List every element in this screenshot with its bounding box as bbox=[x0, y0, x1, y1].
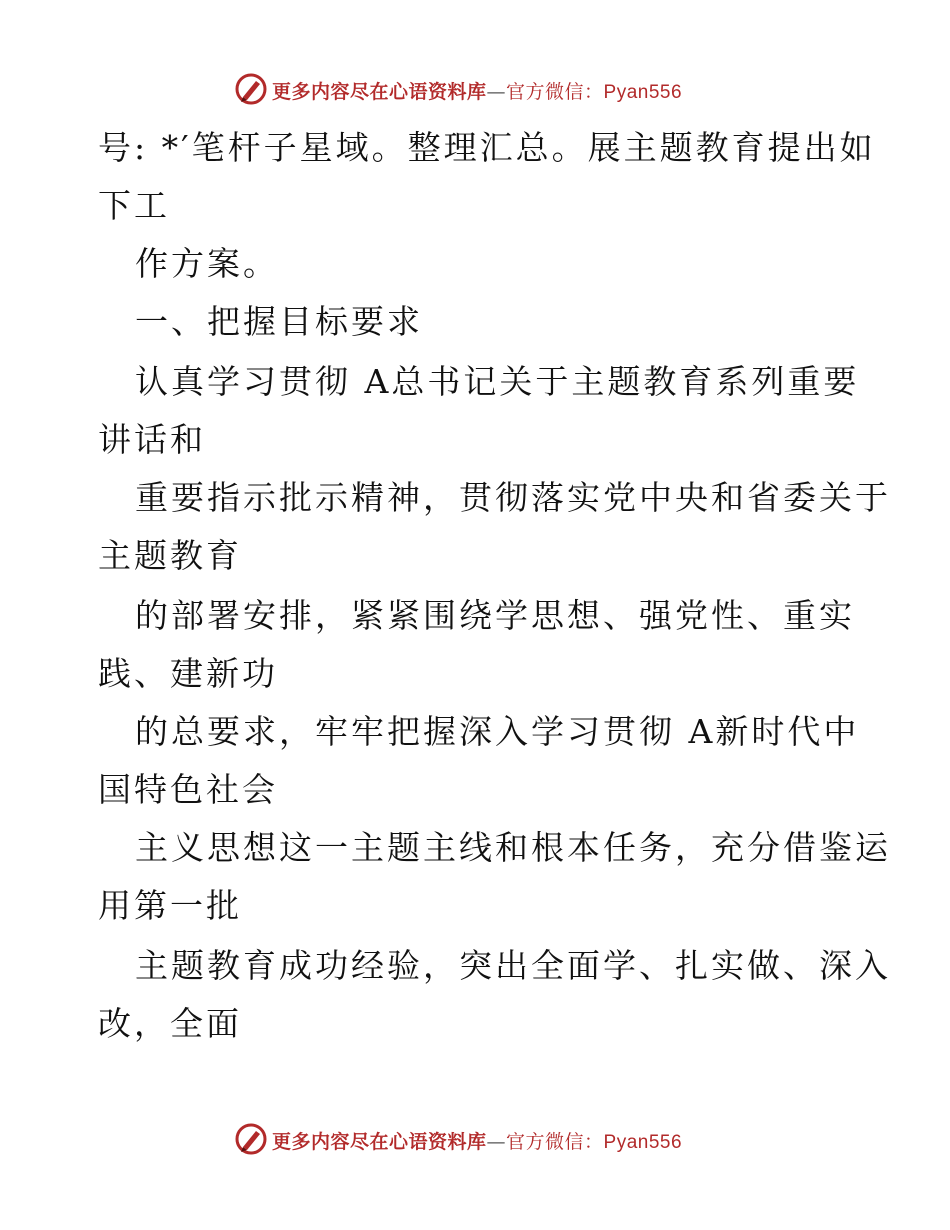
text-line: 主义思想这一主题主线和根本任务，充分借鉴运 bbox=[135, 828, 891, 867]
text-line: 主题教育成功经验，突出全面学、扎实做、深入 bbox=[135, 946, 891, 985]
text-line: 的部署安排，紧紧围绕学思想、强党性、重实 bbox=[135, 596, 855, 635]
text-line: 讲话和 bbox=[98, 420, 206, 459]
watermark-wechat-label: 官方微信： bbox=[506, 81, 604, 103]
watermark-library-text: 更多内容尽在心语资料库 bbox=[272, 81, 487, 103]
text-line: 重要指示批示精神，贯彻落实党中央和省委关于 bbox=[135, 478, 891, 517]
footer-watermark-banner bbox=[0, 1120, 950, 1160]
section-heading: 一、把握目标要求 bbox=[135, 302, 423, 341]
watermark-text bbox=[272, 1127, 682, 1154]
text-line: 号: *′笔杆子星域。整理汇总。展主题教育提出如 bbox=[98, 128, 876, 167]
watermark-wechat-label: 官方微信： bbox=[506, 1131, 604, 1153]
text-line: 主题教育 bbox=[98, 536, 242, 575]
text-line: 的总要求，牢牢把握深入学习贯彻 A新时代中 bbox=[135, 712, 860, 751]
text-line: 认真学习贯彻 A总书记关于主题教育系列重要 bbox=[135, 362, 860, 401]
text-line: 下工 bbox=[98, 186, 170, 225]
watermark-dash: — bbox=[486, 81, 507, 103]
watermark-wechat-id: Pyan556 bbox=[603, 1132, 683, 1153]
text-line: 作方案。 bbox=[135, 244, 279, 283]
watermark-wechat-id: Pyan556 bbox=[603, 82, 683, 103]
text-line: 国特色社会 bbox=[98, 770, 278, 809]
pen-logo-icon bbox=[234, 1122, 268, 1156]
text-line: 践、建新功 bbox=[98, 654, 278, 693]
watermark-library-text: 更多内容尽在心语资料库 bbox=[272, 1131, 487, 1153]
watermark-dash: — bbox=[486, 1131, 507, 1153]
text-line: 用第一批 bbox=[98, 886, 242, 925]
text-line: 改，全面 bbox=[98, 1004, 242, 1043]
